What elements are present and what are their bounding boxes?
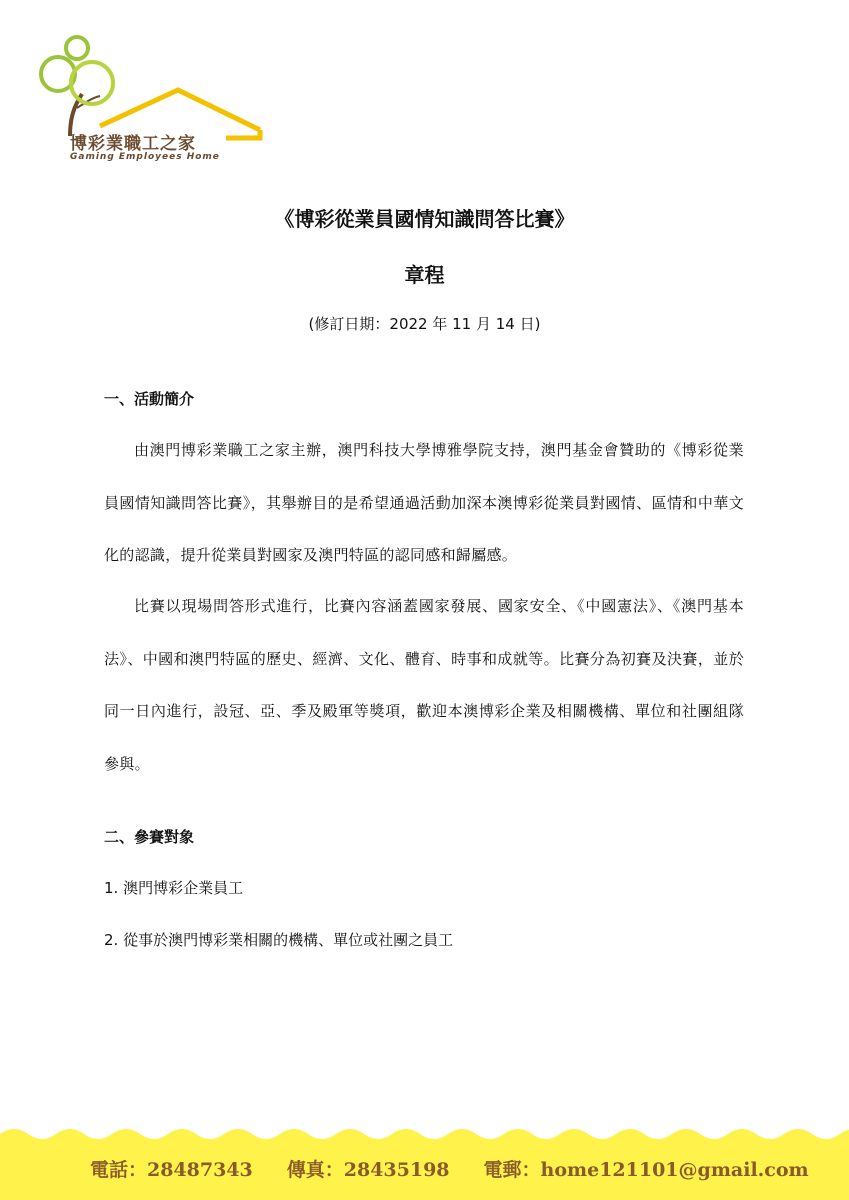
footer-phone: 電話：28487343 <box>90 1159 253 1181</box>
footer-contact-line <box>90 1155 809 1182</box>
participant-item-1: 1. 澳門博彩企業員工 <box>104 879 244 897</box>
section-heading-participants: 二、參賽對象 <box>104 828 195 846</box>
participant-item-2: 2. 從事於澳門博彩業相關的機構、單位或社團之員工 <box>104 931 454 949</box>
introduction-paragraph-2: 比賽以現場問答形式進行，比賽內容涵蓋國家發展、國家安全、《中國憲法》、《澳門基本法》、中國和澳門特區的歷史、經濟、文化、體育、時事和成就等。比賽分為初賽及決賽，並於同一日內進行，設冠、亞、季及殿軍等獎項，歡迎本澳博彩企業及相關機構、單位和社團組隊參與。 <box>104 597 744 773</box>
logo-chinese-name: 博彩業職工之家 <box>70 134 196 154</box>
introduction-paragraph-1: 由澳門博彩業職工之家主辦，澳門科技大學博雅學院支持，澳門基金會贊助的《博彩從業員國情知識問答比賽》，其舉辦目的是希望通過活動加深本澳博彩從業員對國情、區情和中華文化的認識，提升從業員對國家及澳門特區的認同感和歸屬感。 <box>104 441 744 564</box>
organization-logo <box>30 28 270 168</box>
revision-date: (修訂日期：2022 年 11 月 14 日) <box>308 315 541 333</box>
footer-email: 電郵：home121101@gmail.com <box>483 1159 809 1181</box>
logo-english-name: Gaming Employees Home <box>70 152 220 162</box>
section-heading-introduction: 一、活動簡介 <box>104 390 195 408</box>
document-title: 《博彩從業員國情知識問答比賽》 <box>274 207 575 231</box>
footer-fax: 傳真：28435198 <box>286 1159 450 1181</box>
document-subtitle: 章程 <box>404 263 445 287</box>
